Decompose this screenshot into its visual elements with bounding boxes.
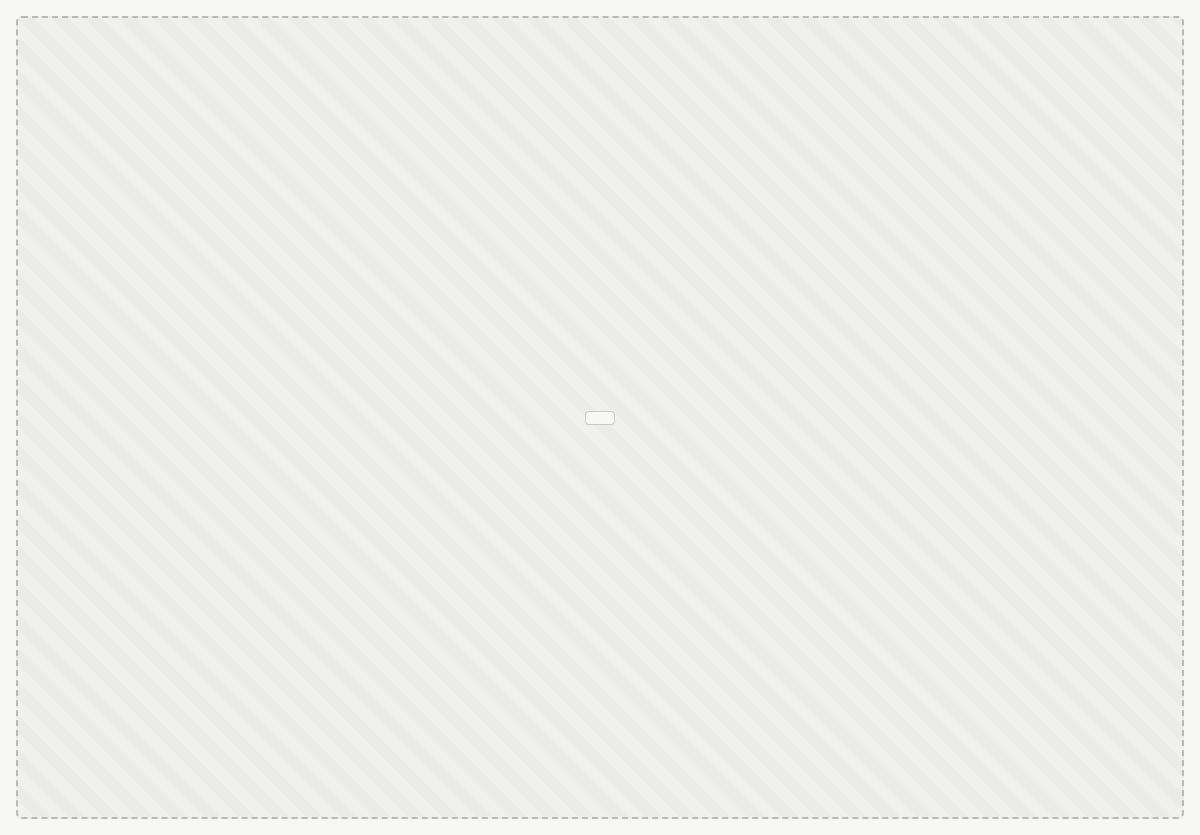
document-root bbox=[16, 16, 1184, 819]
placeholder-label bbox=[585, 411, 615, 425]
